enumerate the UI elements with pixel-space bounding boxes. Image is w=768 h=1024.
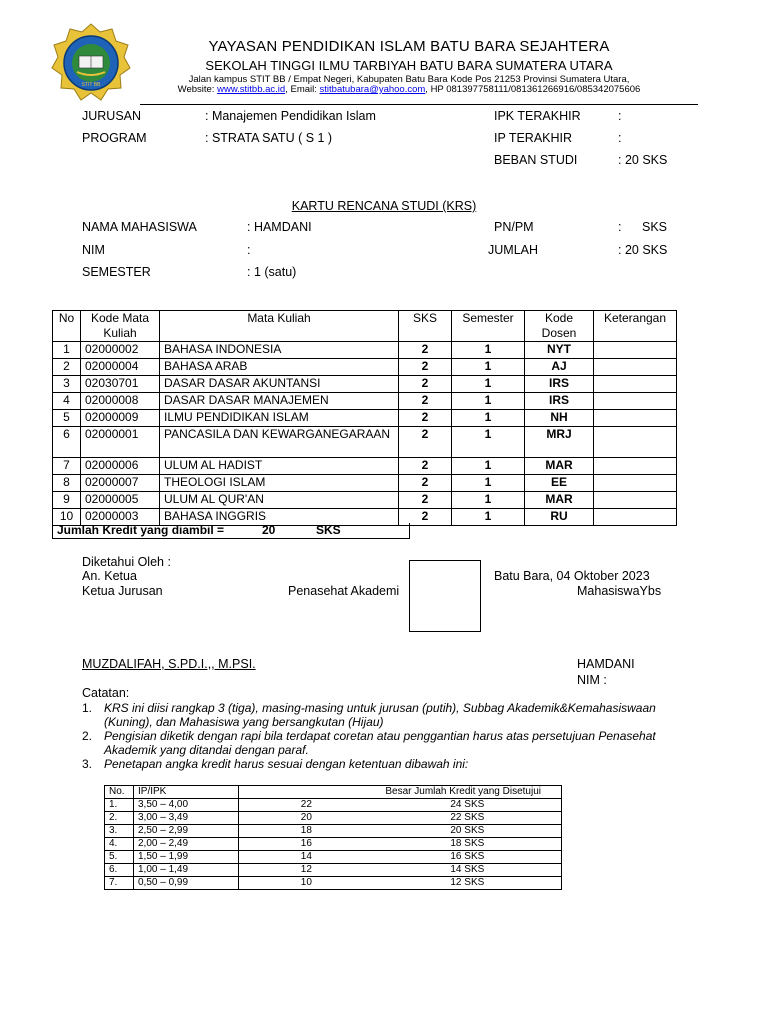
credit-cell-ip: 1,00 – 1,49 <box>134 864 239 877</box>
cell-semester: 1 <box>452 359 525 376</box>
cell-no: 3 <box>53 376 81 393</box>
credit-cell-b: 18 SKS <box>374 838 562 851</box>
jumlah-value: : 20 SKS <box>618 243 668 257</box>
beban-label: BEBAN STUDI <box>494 153 578 167</box>
program-value: : STRATA SATU ( S 1 ) <box>205 131 333 145</box>
credit-cell-a: 20 <box>239 812 374 825</box>
cell-kode-dosen: MAR <box>525 458 594 475</box>
cell-mata-kuliah: BAHASA INDONESIA <box>160 342 399 359</box>
cell-mata-kuliah: ULUM AL QUR'AN <box>160 492 399 509</box>
course-table <box>52 310 677 526</box>
credit-cell-no: 4. <box>105 838 134 851</box>
credit-row <box>105 864 562 877</box>
cell-kode: 02000002 <box>81 342 160 359</box>
cell-mata-kuliah: PANCASILA DAN KEWARGANEGARAAN <box>160 427 399 458</box>
ipk-label: IPK TERAKHIR <box>494 109 581 123</box>
cell-kode: 02000004 <box>81 359 160 376</box>
table-row <box>53 393 677 410</box>
cell-sks: 2 <box>399 376 452 393</box>
note-2-line1: Pengisian diketik dengan rapi bila terdapat coretan atau penggantian harus atas persetujuan Penasehat <box>104 729 656 743</box>
beban-value: : 20 SKS <box>618 153 668 167</box>
cell-no: 7 <box>53 458 81 475</box>
cell-kode-dosen: AJ <box>525 359 594 376</box>
ketua-name: MUZDALIFAH, S.PD.I.,, M.PSI. <box>82 657 256 671</box>
cell-kode: 02000007 <box>81 475 160 492</box>
col-header-sks: SKS <box>399 311 452 342</box>
credit-cell-ip: 2,50 – 2,99 <box>134 825 239 838</box>
total-unit: SKS <box>316 523 341 537</box>
student-signature-nim: NIM : <box>577 673 607 687</box>
mahasiswa-label: MahasiswaYbs <box>577 584 662 598</box>
cell-no: 5 <box>53 410 81 427</box>
credit-cell-b: 22 SKS <box>374 812 562 825</box>
table-row <box>53 410 677 427</box>
cell-no: 1 <box>53 342 81 359</box>
credit-cell-ip: 3,00 – 3,49 <box>134 812 239 825</box>
krs-title: KARTU RENCANA STUDI (KRS) <box>291 199 477 213</box>
cell-semester: 1 <box>452 475 525 492</box>
student-signature-name: HAMDANI <box>577 657 635 671</box>
credit-cell-b: 14 SKS <box>374 864 562 877</box>
cell-keterangan <box>594 509 677 526</box>
note-3-num: 3. <box>82 757 93 771</box>
credit-col-besar: Besar Jumlah Kredit yang Disetujui <box>239 786 562 799</box>
cell-sks: 2 <box>399 393 452 410</box>
cell-kode-dosen: IRS <box>525 376 594 393</box>
note-2-line2: Akademik yang ditandai dengan paraf. <box>104 743 309 757</box>
cell-sks: 2 <box>399 427 452 458</box>
credit-cell-a: 18 <box>239 825 374 838</box>
note-1-num: 1. <box>82 701 93 715</box>
an-ketua: An. Ketua <box>82 569 137 583</box>
note-3-line1: Penetapan angka kredit harus sesuai dengan ketentuan dibawah ini: <box>104 757 469 771</box>
nim-value: : <box>247 243 251 257</box>
credit-row <box>105 825 562 838</box>
credit-cell-b: 12 SKS <box>374 877 562 890</box>
cell-keterangan <box>594 376 677 393</box>
cell-semester: 1 <box>452 458 525 475</box>
cell-kode-dosen: EE <box>525 475 594 492</box>
cell-no: 9 <box>53 492 81 509</box>
cell-sks: 2 <box>399 458 452 475</box>
col-header-mata-kuliah: Mata Kuliah <box>160 311 399 342</box>
semester-value: : 1 (satu) <box>247 265 297 279</box>
cell-kode: 02000005 <box>81 492 160 509</box>
cell-semester: 1 <box>452 393 525 410</box>
cell-no: 2 <box>53 359 81 376</box>
cell-no: 10 <box>53 509 81 526</box>
note-2-num: 2. <box>82 729 93 743</box>
ketua-jurusan: Ketua Jurusan <box>82 584 163 598</box>
credit-cell-b: 16 SKS <box>374 851 562 864</box>
email-link[interactable]: stitbatubara@yahoo.com <box>319 84 426 95</box>
cell-keterangan <box>594 410 677 427</box>
table-row <box>53 475 677 492</box>
jumlah-label: JUMLAH <box>488 243 539 257</box>
cell-kode-dosen: NYT <box>525 342 594 359</box>
cell-keterangan <box>594 492 677 509</box>
table-row <box>53 342 677 359</box>
photo-box <box>409 560 481 632</box>
credit-rule-table <box>104 785 562 890</box>
cell-sks: 2 <box>399 492 452 509</box>
cell-kode-dosen: RU <box>525 509 594 526</box>
cell-mata-kuliah: DASAR DASAR MANAJEMEN <box>160 393 399 410</box>
cell-keterangan <box>594 359 677 376</box>
table-row <box>53 359 677 376</box>
credit-cell-a: 16 <box>239 838 374 851</box>
svg-text:STIT BB: STIT BB <box>81 82 101 88</box>
cell-sks: 2 <box>399 359 452 376</box>
credit-cell-ip: 3,50 – 4,00 <box>134 799 239 812</box>
cell-keterangan <box>594 458 677 475</box>
credit-cell-ip: 0,50 – 0,99 <box>134 877 239 890</box>
col-header-no: No <box>53 311 81 342</box>
school-address: Jalan kampus STIT BB / Empat Negeri, Kabupaten Batu Bara Kode Pos 21253 Provinsi Sumatera Utara, <box>188 74 630 85</box>
note-1-line2: (Kuning), dan Mahasiswa yang bersangkutan (Hijau) <box>104 715 384 729</box>
cell-kode-dosen: NH <box>525 410 594 427</box>
note-1-line1: KRS ini diisi rangkap 3 (tiga), masing-masing untuk jurusan (putih), Subbag Akademik&Kemahasiswaan <box>104 701 656 715</box>
cell-no: 6 <box>53 427 81 458</box>
cell-mata-kuliah: ULUM AL HADIST <box>160 458 399 475</box>
credit-cell-no: 3. <box>105 825 134 838</box>
table-row <box>53 492 677 509</box>
program-label: PROGRAM <box>82 131 147 145</box>
credit-cell-ip: 2,00 – 2,49 <box>134 838 239 851</box>
cell-sks: 2 <box>399 509 452 526</box>
school-name: SEKOLAH TINGGI ILMU TARBIYAH BATU BARA SUMATERA UTARA <box>205 58 613 73</box>
table-row <box>53 458 677 475</box>
credit-col-ip: IP/IPK <box>134 786 239 799</box>
foundation-name: YAYASAN PENDIDIKAN ISLAM BATU BARA SEJAHTERA <box>208 38 610 55</box>
semester-label: SEMESTER <box>82 265 151 279</box>
cell-kode: 02000009 <box>81 410 160 427</box>
pnpm-label: PN/PM <box>494 220 534 234</box>
nim-label: NIM <box>82 243 105 257</box>
col-header-kode: Kode Mata Kuliah <box>81 311 160 342</box>
cell-mata-kuliah: DASAR DASAR AKUNTANSI <box>160 376 399 393</box>
known-by: Diketahui Oleh : <box>82 555 171 569</box>
cell-semester: 1 <box>452 376 525 393</box>
pnpm-value: SKS <box>642 220 668 234</box>
cell-semester: 1 <box>452 509 525 526</box>
pnpm-colon: : <box>618 220 622 234</box>
cell-sks: 2 <box>399 475 452 492</box>
cell-kode-dosen: MAR <box>525 492 594 509</box>
col-header-keterangan: Keterangan <box>594 311 677 342</box>
cell-mata-kuliah: ILMU PENDIDIKAN ISLAM <box>160 410 399 427</box>
website-link[interactable]: www.stitbb.ac.id <box>217 84 286 95</box>
credit-row <box>105 838 562 851</box>
cell-kode: 02000001 <box>81 427 160 458</box>
cell-keterangan <box>594 427 677 458</box>
cell-keterangan <box>594 475 677 492</box>
place-date: Batu Bara, 04 Oktober 2023 <box>494 569 650 583</box>
cell-kode-dosen: IRS <box>525 393 594 410</box>
credit-cell-ip: 1,50 – 1,99 <box>134 851 239 864</box>
credit-row <box>105 877 562 890</box>
credit-cell-a: 14 <box>239 851 374 864</box>
credit-row <box>105 851 562 864</box>
credit-cell-no: 7. <box>105 877 134 890</box>
credit-cell-a: 12 <box>239 864 374 877</box>
credit-row <box>105 812 562 825</box>
cell-kode: 02000006 <box>81 458 160 475</box>
cell-no: 4 <box>53 393 81 410</box>
cell-sks: 2 <box>399 342 452 359</box>
credit-cell-no: 1. <box>105 799 134 812</box>
cell-keterangan <box>594 342 677 359</box>
table-row <box>53 376 677 393</box>
jurusan-value: : Manajemen Pendidikan Islam <box>205 109 376 123</box>
cell-semester: 1 <box>452 342 525 359</box>
nama-value: : HAMDANI <box>247 220 312 234</box>
credit-cell-no: 6. <box>105 864 134 877</box>
col-header-kode-dosen: Kode Dosen <box>525 311 594 342</box>
cell-kode: 02030701 <box>81 376 160 393</box>
cell-mata-kuliah: THEOLOGI ISLAM <box>160 475 399 492</box>
cell-kode-dosen: MRJ <box>525 427 594 458</box>
credit-col-no: No. <box>105 786 134 799</box>
credit-cell-b: 24 SKS <box>374 799 562 812</box>
table-row <box>53 427 677 458</box>
cell-keterangan <box>594 393 677 410</box>
ip-label: IP TERAKHIR <box>494 131 573 145</box>
header-divider <box>140 104 698 105</box>
cell-sks: 2 <box>399 410 452 427</box>
nama-label: NAMA MAHASISWA <box>82 220 197 234</box>
ipk-value: : <box>618 109 622 123</box>
credit-cell-no: 2. <box>105 812 134 825</box>
contact-line: Website: www.stitbb.ac.id, Email: stitbatubara@yahoo.com, HP 081397758111/081361266916/085342075606 <box>177 84 641 95</box>
credit-cell-no: 5. <box>105 851 134 864</box>
total-value: 20 <box>262 523 276 537</box>
credit-cell-b: 20 SKS <box>374 825 562 838</box>
cell-kode: 02000008 <box>81 393 160 410</box>
cell-semester: 1 <box>452 410 525 427</box>
cell-semester: 1 <box>452 492 525 509</box>
credit-cell-a: 10 <box>239 877 374 890</box>
credit-cell-a: 22 <box>239 799 374 812</box>
penasehat-label: Penasehat Akademi <box>288 584 400 598</box>
notes-title: Catatan: <box>82 686 130 700</box>
jurusan-label: JURUSAN <box>82 109 142 123</box>
ip-value: : <box>618 131 622 145</box>
cell-mata-kuliah: BAHASA ARAB <box>160 359 399 376</box>
credit-row <box>105 799 562 812</box>
cell-kode: 02000003 <box>81 509 160 526</box>
total-label: Jumlah Kredit yang diambil = <box>57 523 225 537</box>
cell-mata-kuliah: BAHASA INGGRIS <box>160 509 399 526</box>
total-credit-row <box>52 523 410 539</box>
cell-no: 8 <box>53 475 81 492</box>
cell-semester: 1 <box>452 427 525 458</box>
col-header-semester: Semester <box>452 311 525 342</box>
